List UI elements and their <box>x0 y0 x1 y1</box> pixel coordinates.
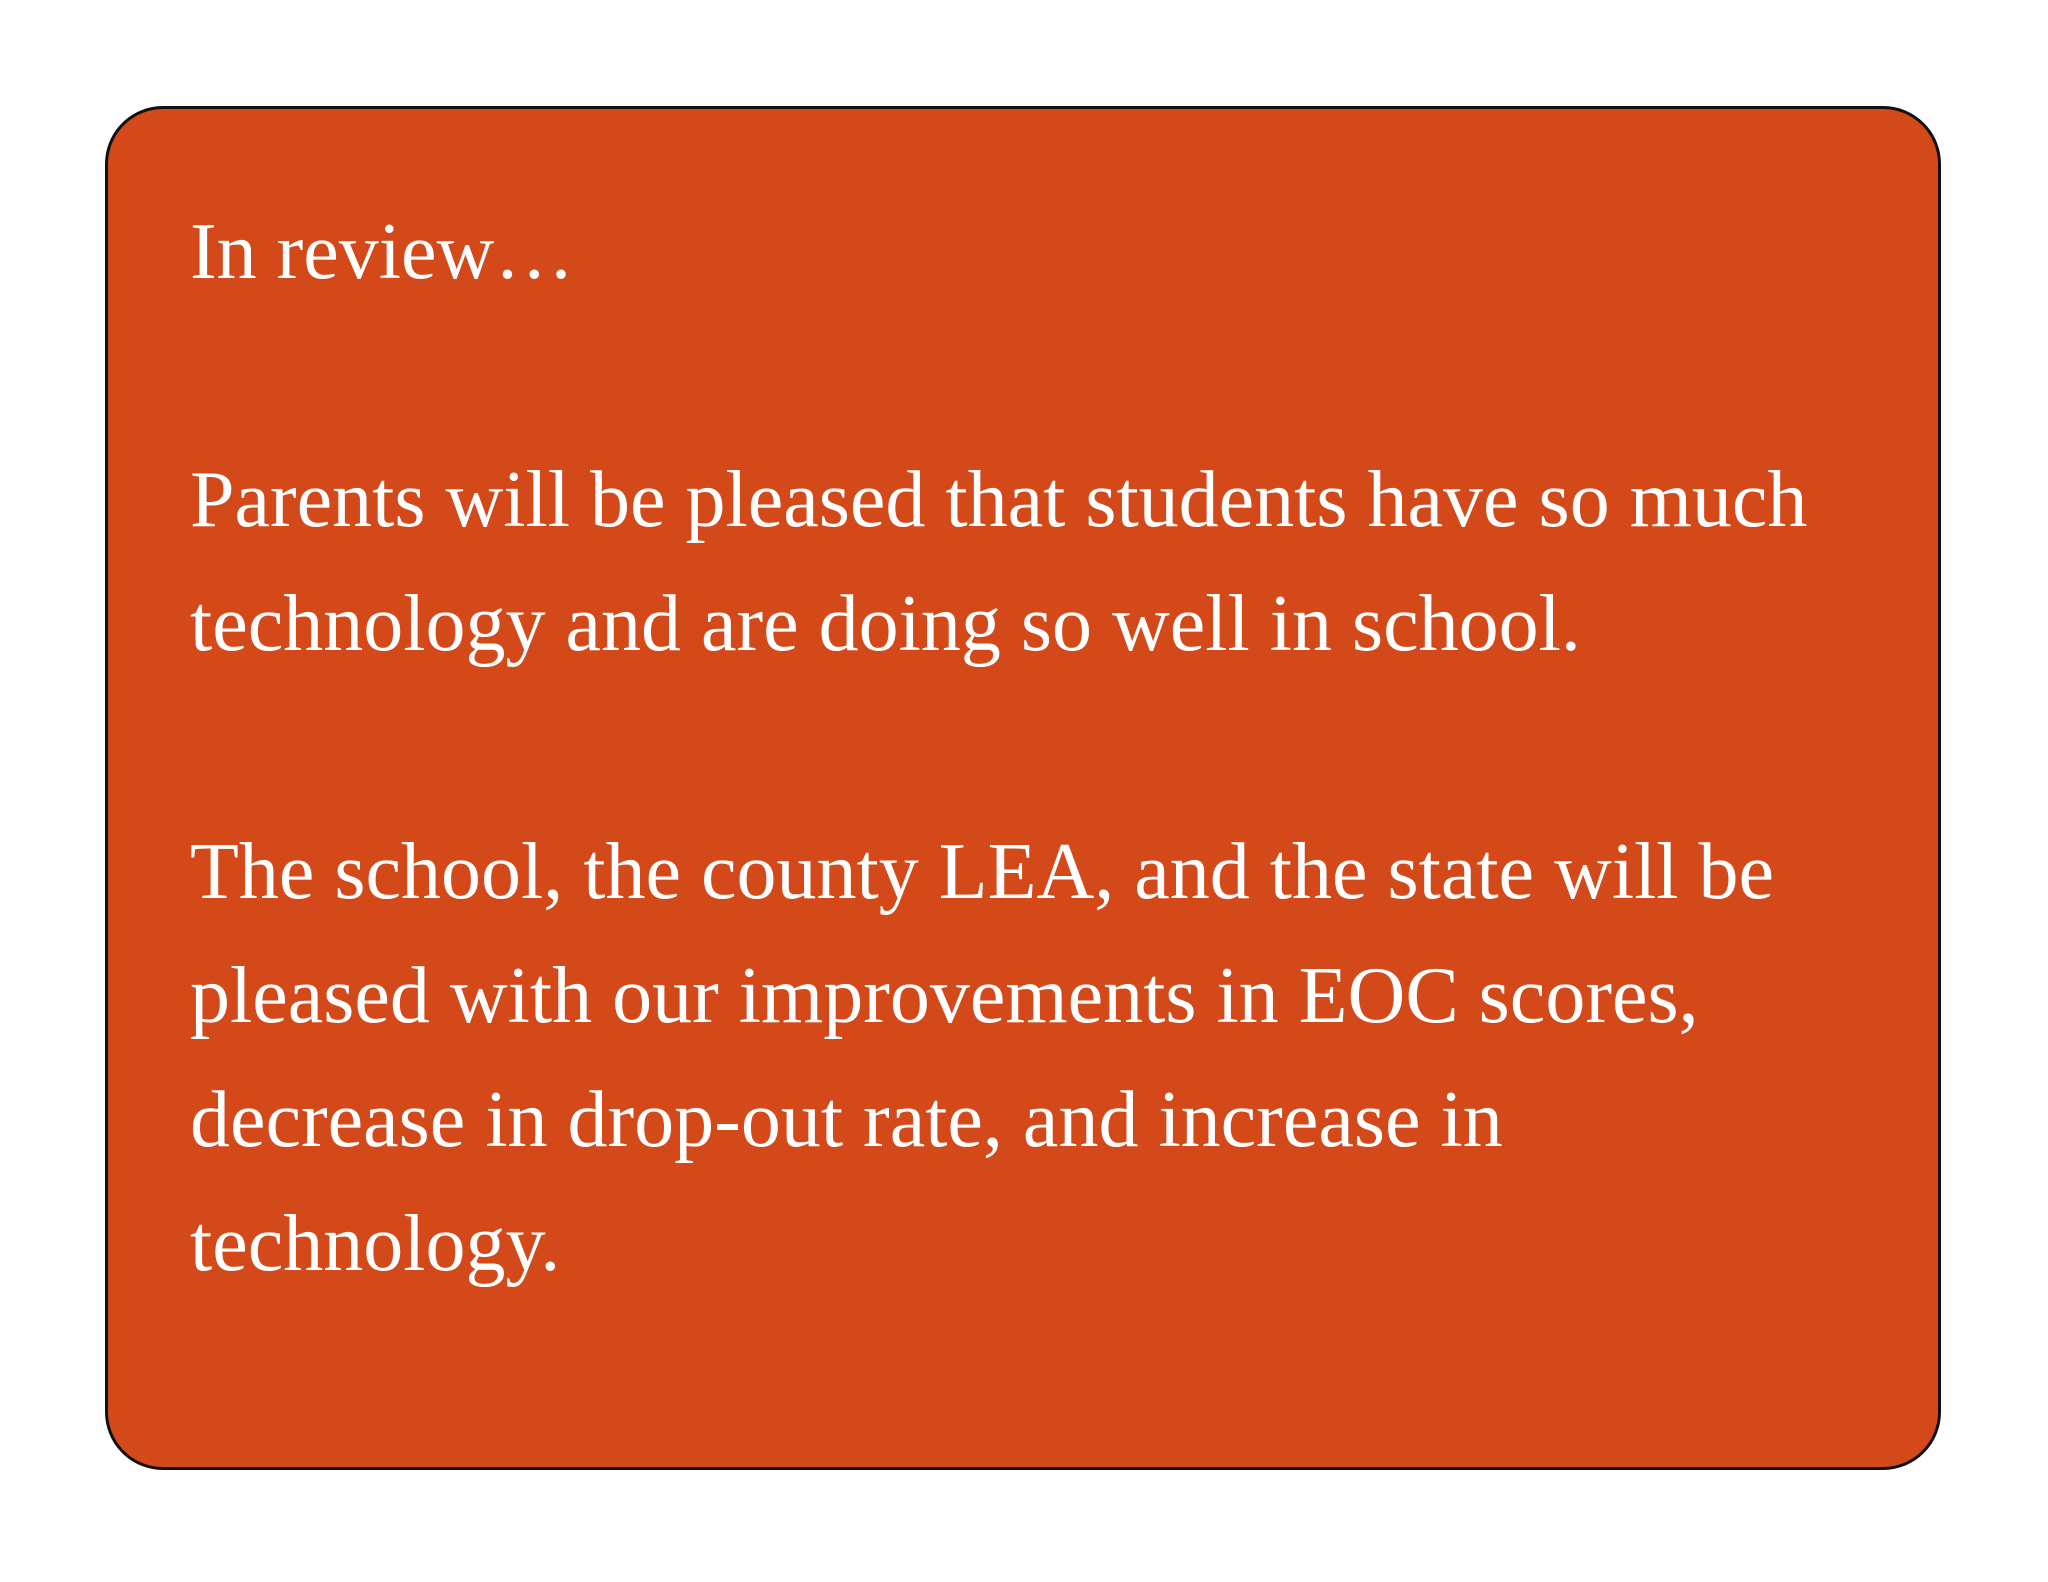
paragraph-parents: Parents will be pleased that students have so much technology and are doing so well in school. <box>190 456 1808 668</box>
paragraph-school-county-state: The school, the county LEA, and the state will be pleased with our improvements in EOC scores, decrease in drop-out rate, and increase in technology. <box>190 828 1775 1288</box>
slide-heading: In review… <box>190 208 575 296</box>
paragraph-gap <box>190 314 1890 438</box>
slide-text-block <box>190 190 1890 1306</box>
paragraph-gap <box>190 686 1890 810</box>
